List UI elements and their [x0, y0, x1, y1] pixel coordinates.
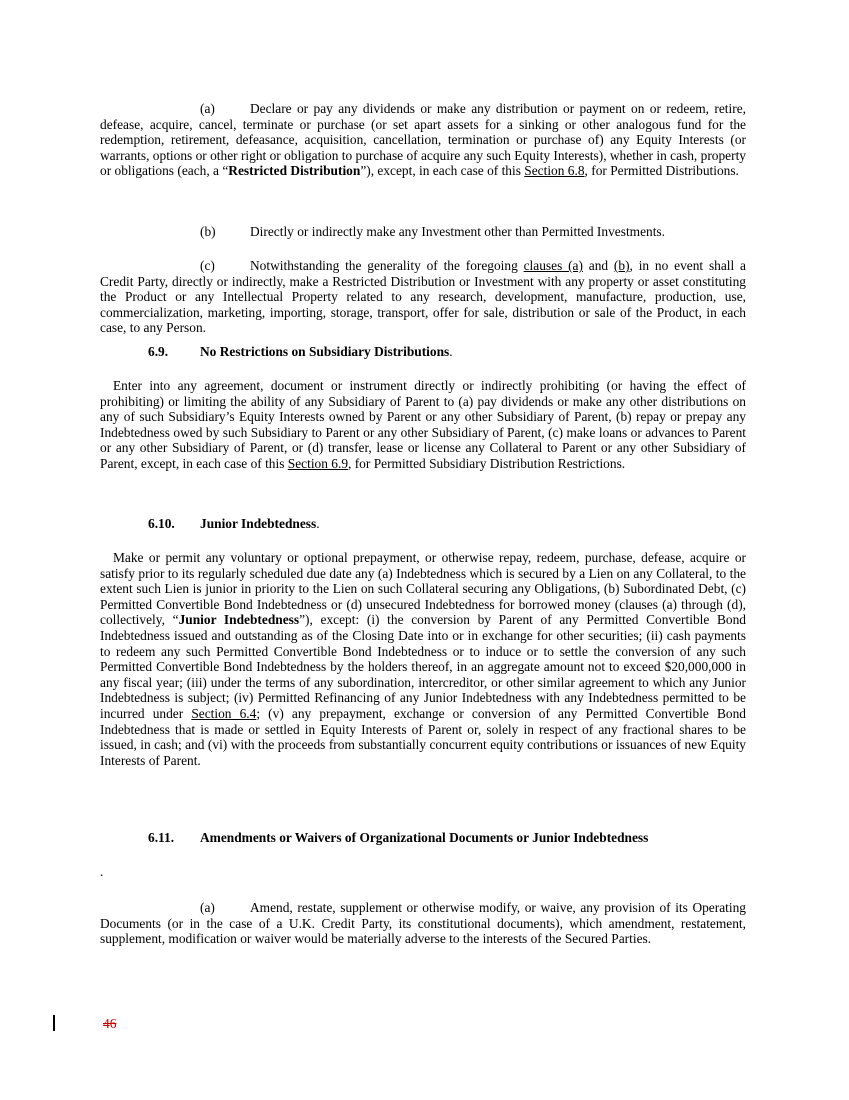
stray-period-text: .: [100, 864, 104, 879]
clause-text: ”), except, in each case of this: [360, 163, 525, 179]
section-number: 6.11.: [148, 830, 175, 845]
section-reference: Section 6.9: [287, 455, 349, 471]
clause-reference: clauses (a): [523, 258, 583, 273]
stray-period: [100, 864, 120, 880]
section-6-10-body: [100, 550, 746, 768]
clause-label: (a): [200, 101, 215, 116]
clause-text: , for Permitted Distributions.: [584, 163, 739, 179]
section-text: ; (v) any prepayment, exchange or conversion of any Permitted Convertible Bond Indebtedness that is made or settled in Equity Interests of Parent or, solely in respect of any fractional shares to be issued, in cash; and (vi) with the proceeds from substantially concurrent equity contributions or issuances of new Equity Interests of Parent.: [100, 705, 746, 768]
clause-text: Declare or pay any dividends or make any distribution or payment on or redeem, retire, defease, acquire, cancel, terminate or purchase (or set apart assets for a sinking or other analogous fund for the redemption, retirement, defeasance, acquisition, cancellation, termination or purchase of) any Equity Interests (or warrants, options or other right or obligation to purchase of acquire any such Equity Interests), whether in cash, property or obligations (each, a “: [100, 101, 746, 179]
clause-reference: (b): [613, 258, 630, 273]
section-number: 6.9.: [148, 344, 169, 359]
section-text: Make or permit any voluntary or optional prepayment, or otherwise repay, redeem, purchase, defease, acquire or satisfy prior to its regularly scheduled due date any (a) Indebtedness which is secured by a Lien on any Collateral, to the extent such Lien is junior in priority to the Lien on such Collateral securing any Obligations, (b) Subordinated Debt, (c) Permitted Convertible Bond Indebtedness or (d) unsecured Indebtedness for borrowed money (clauses (a) through (d), collectively, “: [100, 550, 746, 628]
section-text: Enter into any agreement, document or instrument directly or indirectly prohibiting (or having the effect of prohibiting) or limiting the ability of any Subsidiary of Parent to (a) pay dividends or make any other distributions on any of such Subsidiary’s Equity Interests owned by Parent or any other Subsidiary of Parent, (b) repay or prepay any Indebtedness owed by such Subsidiary to Parent or any other Subsidiary of Parent, (c) make loans or advances to Parent or any other Subsidiary of Parent, or (d) transfer, lease or license any Collateral to Parent or any other Subsidiary of Parent, except, in each case of this: [100, 378, 746, 471]
section-6-9-body: [100, 378, 746, 472]
defined-term: Restricted Distribution: [228, 163, 361, 179]
section-text: ”), except: (i) the conversion by Parent of any Permitted Convertible Bond Indebtedness issued and outstanding as of the Closing Date into or in exchange for other securities; (ii) cash payments to redeem any such Permitted Convertible Bond Indebtedness or to induce or to settle the conversion of any such Permitted Convertible Bond Indebtedness by the holders thereof, in an aggregate amount not to exceed $20,000,000 in any fiscal year; (iii) under the terms of any subordination, intercreditor, or other similar agreement to which any Junior Indebtedness is subject; (iv) Permitted Refinancing of any Junior Indebtedness with any Indebtedness permitted to be incurred under: [100, 612, 747, 721]
section-6-9-heading: [100, 344, 746, 360]
heading-period: .: [316, 516, 320, 531]
clause-text: , in no event shall a Credit Party, directly or indirectly, make a Restricted Distribution or Investment with any property or asset constituting the Product or any Intellectual Property related to any research, development, manufacture, production, use, commercialization, marketing, importing, storage, transport, offer for sale, distribution or sale of the Product, in each case, to any Person.: [100, 258, 746, 336]
section-6-8-clause-a: [100, 101, 746, 179]
section-reference: Section 6.4: [191, 705, 257, 721]
clause-label: (c): [200, 258, 215, 273]
page-number: 46: [103, 1016, 117, 1031]
section-6-11-clause-a: [100, 900, 746, 947]
section-6-10-heading: [100, 516, 746, 532]
section-text: , for Permitted Subsidiary Distribution Restrictions.: [348, 455, 626, 471]
section-6-8-clause-b: [100, 224, 746, 240]
clause-text: Directly or indirectly make any Investment other than Permitted Investments.: [250, 224, 665, 239]
section-title: Amendments or Waivers of Organizational Documents or Junior Indebtedness: [200, 830, 649, 845]
section-reference: Section 6.8: [524, 163, 585, 179]
clause-label: (b): [200, 224, 216, 239]
section-6-11-heading: [100, 830, 746, 846]
section-title: Junior Indebtedness: [200, 516, 317, 531]
defined-term: Junior Indebtedness: [178, 612, 300, 628]
clause-text: and: [582, 258, 614, 273]
clause-text: Notwithstanding the generality of the foregoing: [250, 258, 524, 273]
section-6-8-clause-c: [100, 258, 746, 336]
revision-change-bar: [53, 1015, 55, 1031]
section-number: 6.10.: [148, 516, 175, 531]
section-title: No Restrictions on Subsidiary Distributions: [200, 344, 450, 359]
clause-text: Amend, restate, supplement or otherwise modify, or waive, any provision of its Operating Documents (or in the case of a U.K. Credit Party, its constitutional documents), which amendment, restatement, supplement, modification or waiver would be materially adverse to the interests of the Secured Parties.: [100, 900, 746, 947]
heading-period: .: [449, 344, 453, 359]
clause-label: (a): [200, 900, 215, 915]
